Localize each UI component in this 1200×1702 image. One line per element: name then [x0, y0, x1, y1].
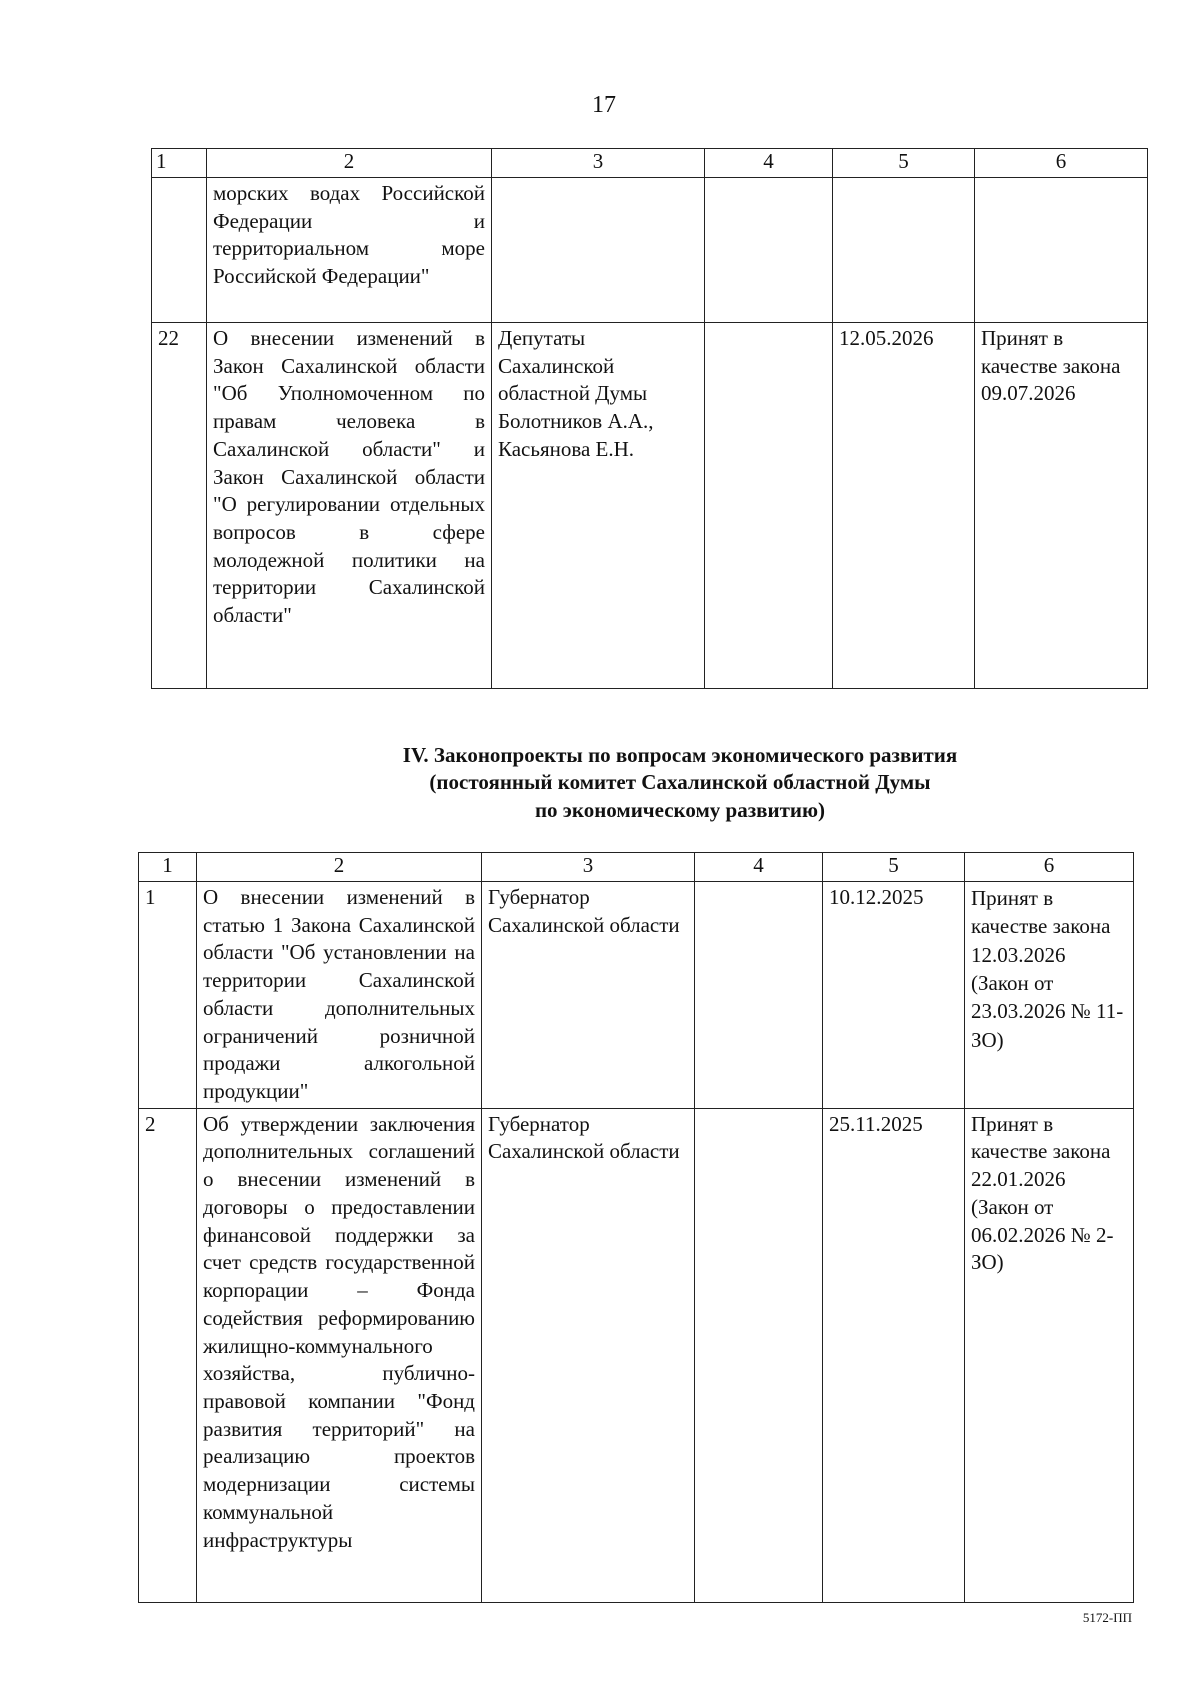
- cell-author: Депутаты Сахалинской областной Думы Болотников А.А., Касьянова Е.Н.: [492, 323, 705, 689]
- cell-col4: [705, 178, 833, 323]
- section-committee: (постоянный комитет Сахалинской областной Думы: [429, 770, 931, 795]
- cell-date: 25.11.2025: [823, 1108, 965, 1602]
- table-header-row: [152, 149, 1148, 178]
- header-col-1: 1: [152, 149, 207, 178]
- header-col-1: 1: [139, 853, 197, 882]
- cell-status: Принят в качестве закона 09.07.2026: [975, 323, 1148, 689]
- cell-num: 1: [139, 882, 197, 1109]
- header-col-6: 6: [965, 853, 1134, 882]
- header-col-4: 4: [705, 149, 833, 178]
- header-col-2: 2: [197, 853, 482, 882]
- cell-col4: [705, 323, 833, 689]
- cell-status: [975, 178, 1148, 323]
- cell-date: 12.05.2026: [833, 323, 975, 689]
- header-col-4: 4: [695, 853, 823, 882]
- page-number: 17: [592, 92, 616, 118]
- section-heading: [320, 742, 1040, 824]
- cell-date: 10.12.2025: [823, 882, 965, 1109]
- cell-date: [833, 178, 975, 323]
- cell-status: Принят в качестве закона 22.01.2026 (Закон от 06.02.2026 № 2-ЗО): [965, 1108, 1134, 1602]
- cell-author: Губернатор Сахалинской области: [482, 882, 695, 1109]
- header-col-5: 5: [823, 853, 965, 882]
- table-row: [139, 1108, 1134, 1602]
- cell-col4: [695, 882, 823, 1109]
- section-title: IV. Законопроекты по вопросам экономического развития: [402, 743, 958, 767]
- header-col-6: 6: [975, 149, 1148, 178]
- cell-status: Принят в качестве закона 12.03.2026 (Закон от 23.03.2026 № 11-ЗО): [965, 882, 1134, 1109]
- table-header-row: [139, 853, 1134, 882]
- header-col-3: 3: [492, 149, 705, 178]
- header-col-3: 3: [482, 853, 695, 882]
- table-row-continuation: [152, 178, 1148, 323]
- cell-title: О внесении изменений в Закон Сахалинской области "Об Уполномоченном по правам человека в Сахалинской области" и Закон Сахалинской области "О регулировании отдельных вопросов в сфере молодежной политики на территории Сахалинской области": [207, 323, 492, 689]
- cell-title: морских водах Российской Федерации и территориальном море Российской Федерации": [207, 178, 492, 323]
- footer-stamp: 5172-ПП: [1082, 1610, 1132, 1625]
- laws-table-continued: [151, 148, 1148, 689]
- cell-author: [492, 178, 705, 323]
- cell-author: Губернатор Сахалинской области: [482, 1108, 695, 1602]
- table-row-22: [152, 323, 1148, 689]
- cell-num: 22: [152, 323, 207, 689]
- header-col-2: 2: [207, 149, 492, 178]
- cell-title: О внесении изменений в статью 1 Закона Сахалинской области "Об установлении на территории Сахалинской области дополнительных ограничений розничной продажи алкогольной продукции": [197, 882, 482, 1109]
- economic-laws-table: [138, 852, 1134, 1603]
- cell-col4: [695, 1108, 823, 1602]
- cell-num: 2: [139, 1108, 197, 1602]
- section-committee-cont: по экономическому развитию): [534, 797, 826, 822]
- header-col-5: 5: [833, 149, 975, 178]
- cell-num: [152, 178, 207, 323]
- cell-title: Об утверждении заключения дополнительных соглашений о внесении изменений в договоры о предоставлении финансовой поддержки за счет средств государственной корпорации – Фонда содействия реформированию жилищно-коммунального хозяйства, публично-правовой компании "Фонд развития территорий" на реализацию проектов модернизации системы коммунальной инфраструктуры: [197, 1108, 482, 1602]
- table-row: [139, 882, 1134, 1109]
